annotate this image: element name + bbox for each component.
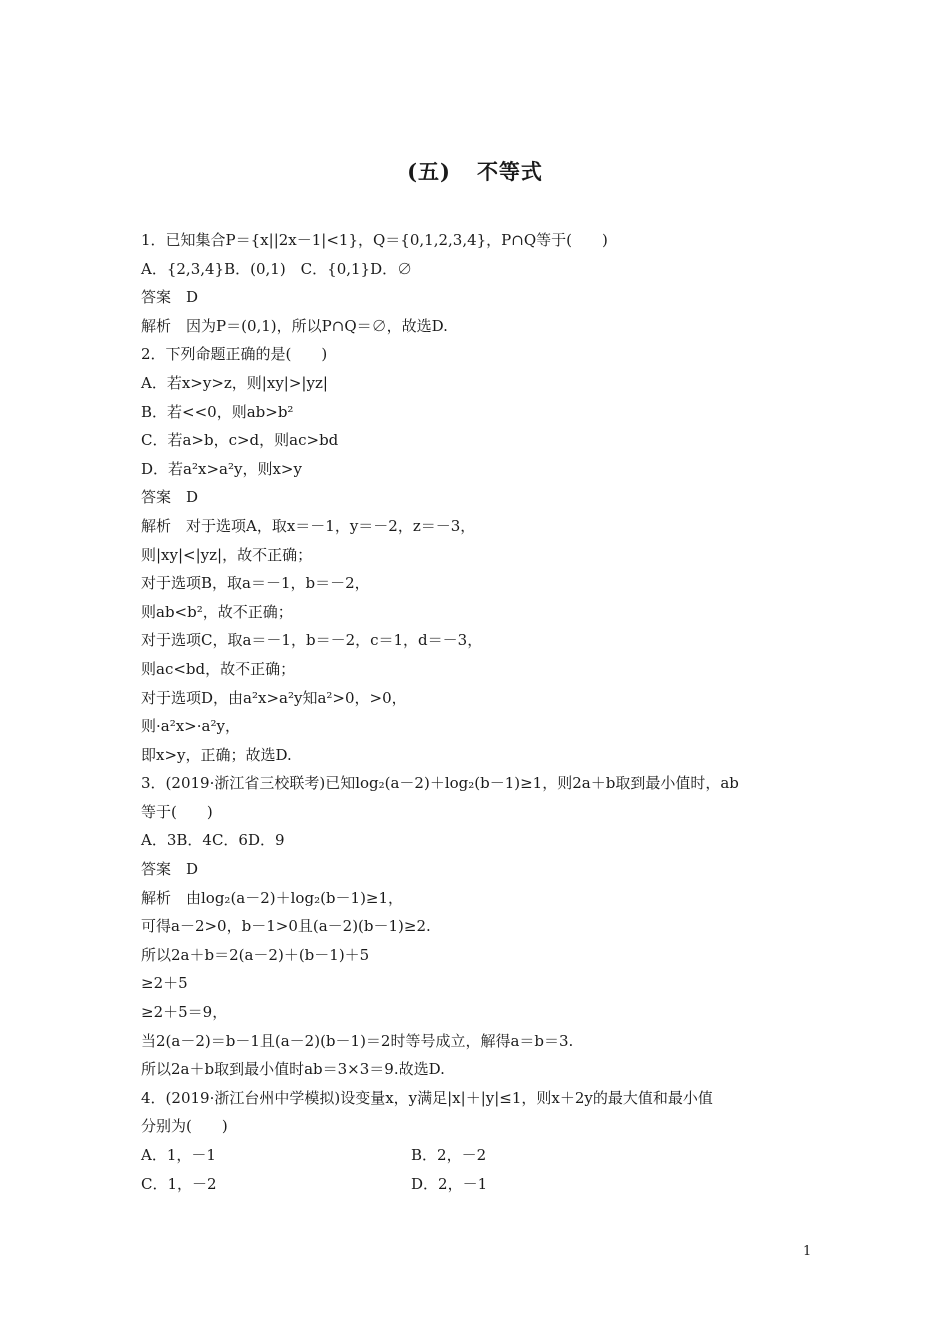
text-line: B．若<<0，则ab>b² (141, 402, 294, 421)
text-line: 对于选项B，取a＝－1，b＝－2， (141, 574, 370, 593)
text-line: 分别为( ) (141, 1117, 228, 1136)
document-body (141, 226, 816, 1198)
text-line: 所以2a＋b＝2(a－2)＋(b－1)＋5 (141, 945, 370, 964)
text-line: 答案 D (141, 860, 199, 879)
text-line: 答案 D (141, 288, 199, 307)
text-line: 解析 因为P＝(0,1)，所以P∩Q＝∅，故选D. (141, 316, 448, 335)
text-line: 解析 对于选项A，取x＝－1，y＝－2，z＝－3， (141, 516, 476, 535)
text-line: 则·a²x>·a²y， (141, 717, 240, 736)
q4-options-row-1 (141, 1141, 816, 1170)
page-number: 1 (803, 1244, 812, 1259)
text-line: 即x>y，正确；故选D. (141, 745, 292, 764)
text-line: D．若a²x>a²y，则x>y (141, 459, 302, 478)
text-line: A．3B．4C．6D．9 (141, 831, 285, 850)
text-line: 当2(a－2)＝b－1且(a－2)(b－1)＝2时等号成立，解得a＝b＝3. (141, 1031, 574, 1050)
text-line: 3．(2019·浙江省三校联考)已知log₂(a－2)＋log₂(b－1)≥1，则2a＋b取到最小值时，ab (141, 774, 739, 793)
title-part-topic: 不等式 (476, 159, 543, 184)
title-part-number: (五) (407, 159, 451, 184)
text-line: 2．下列命题正确的是( ) (141, 345, 328, 364)
text-line: 则ac<bd，故不正确； (141, 659, 296, 678)
text-line: 则|xy|<|yz|，故不正确； (141, 545, 313, 564)
q4-option-c: C．1，－2 (141, 1174, 217, 1193)
text-line: A．若x>y>z，则|xy|>|yz| (141, 373, 328, 392)
text-line: C．若a>b，c>d，则ac>bd (141, 431, 339, 450)
text-line: 4．(2019·浙江台州中学模拟)设变量x，y满足|x|＋|y|≤1，则x＋2y的最大值和最小值 (141, 1088, 713, 1107)
text-line: A．{2,3,4}B．(0,1) C．{0,1}D．∅ (141, 259, 413, 278)
q4-option-b: B．2，－2 (411, 1146, 487, 1164)
text-line: 所以2a＋b取到最小值时ab＝3×3＝9.故选D. (141, 1060, 445, 1079)
text-line: 1．已知集合P＝{x||2x－1|<1}，Q＝{0,1,2,3,4}，P∩Q等于( ) (141, 231, 608, 249)
text-line: 对于选项C，取a＝－1，b＝－2，c＝1，d＝－3， (141, 631, 483, 650)
text-line: 可得a－2>0，b－1>0且(a－2)(b－1)≥2. (141, 917, 431, 936)
q4-options-row-2 (141, 1170, 816, 1199)
text-line: ≥2＋5 (141, 974, 188, 993)
text-line: 答案 D (141, 488, 199, 507)
text-line: 解析 由log₂(a－2)＋log₂(b－1)≥1， (141, 888, 404, 907)
text-line: 则ab<b²，故不正确； (141, 602, 293, 621)
text-line: ≥2＋5＝9， (141, 1003, 228, 1022)
text-line: 对于选项D，由a²x>a²y知a²>0，>0， (141, 688, 407, 707)
page-title (0, 156, 950, 186)
text-line: 等于( ) (141, 802, 213, 821)
q4-option-a: A．1，－1 (141, 1146, 216, 1164)
q4-option-d: D．2，－1 (411, 1174, 488, 1193)
